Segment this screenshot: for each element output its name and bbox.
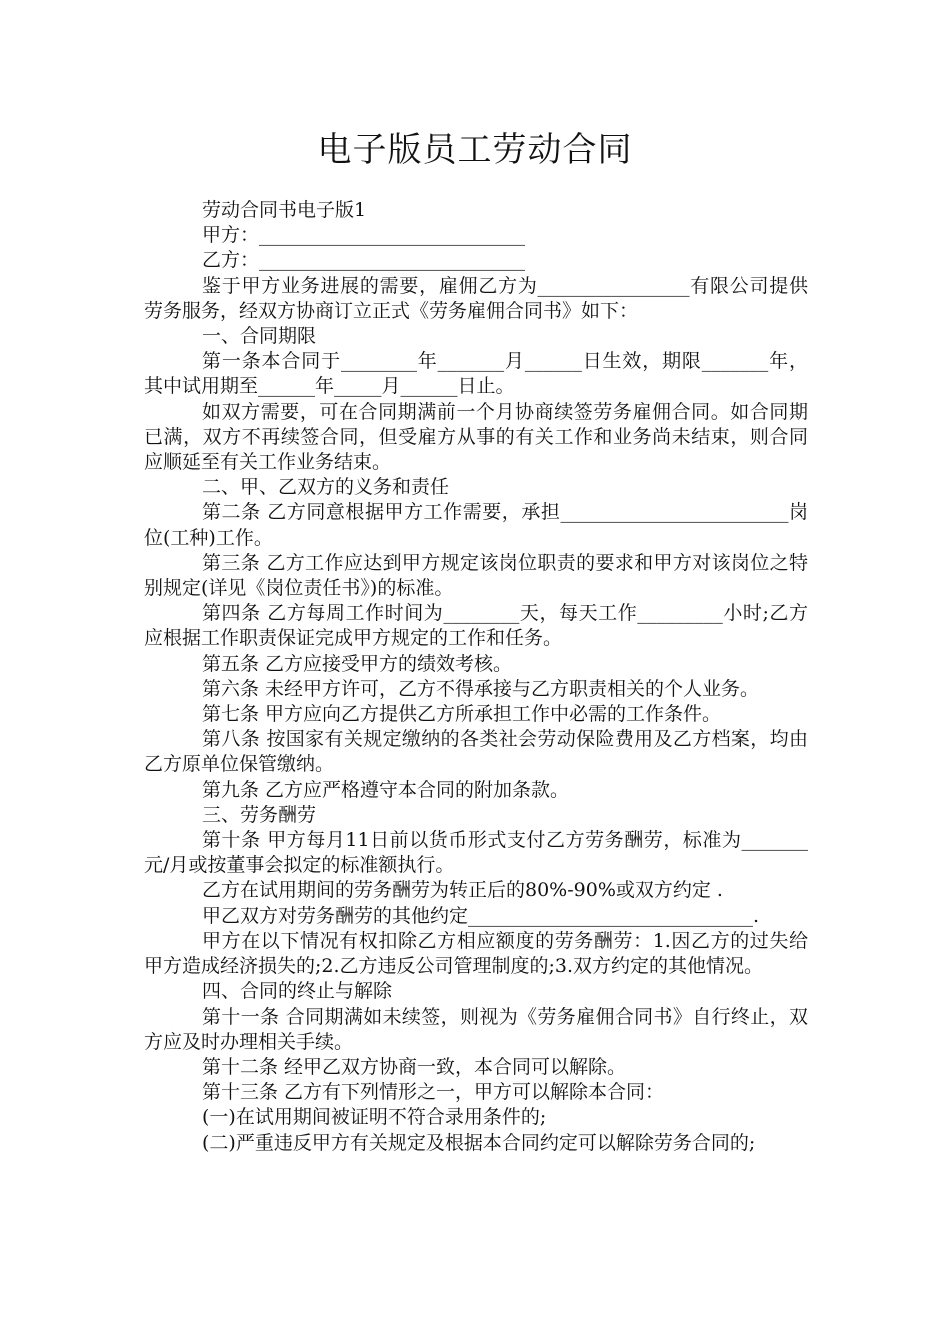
paragraph: 鉴于甲方业务进展的需要，雇佣乙方为________________有限公司提供劳务服务，经双方协商订立正式《劳务雇佣合同书》如下： bbox=[144, 274, 808, 322]
document-body bbox=[144, 198, 808, 1156]
paragraph: 第九条 乙方应严格遵守本合同的附加条款。 bbox=[202, 778, 570, 801]
paragraph: 第六条 未经甲方许可，乙方不得承接与乙方职责相关的个人业务。 bbox=[202, 677, 760, 700]
paragraph: 第三条 乙方工作应达到甲方规定该岗位职责的要求和甲方对该岗位之特别规定(详见《岗位责任书》)的标准。 bbox=[144, 551, 808, 600]
paragraph: 第四条 乙方每周工作时间为________天，每天工作_________小时;乙方应根据工作职责保证完成甲方规定的工作和任务。 bbox=[144, 602, 808, 650]
paragraph: 甲方在以下情况有权扣除乙方相应额度的劳务酬劳：1.因乙方的过失给甲方造成经济损失的;2.乙方违反公司管理制度的;3.双方约定的其他情况。 bbox=[144, 929, 808, 978]
paragraph: 乙方在试用期间的劳务酬劳为转正后的80%-90%或双方约定 . bbox=[202, 879, 723, 902]
document-title: 电子版员工劳动合同 bbox=[317, 130, 633, 170]
paragraph: 劳动合同书电子版1 bbox=[202, 199, 367, 221]
section-heading: 二、甲、乙双方的义务和责任 bbox=[202, 476, 450, 499]
paragraph: (二)严重违反甲方有关规定及根据本合同约定可以解除劳务合同的; bbox=[202, 1131, 756, 1154]
paragraph: 第七条 甲方应向乙方提供乙方所承担工作中必需的工作条件。 bbox=[202, 703, 722, 726]
paragraph: 第一条本合同于________年_______月______日生效，期限_______年，其中试用期至______年_____月______日止。 bbox=[144, 350, 808, 398]
paragraph: 第二条 乙方同意根据甲方工作需要，承担________________________岗位(工种)工作。 bbox=[144, 501, 808, 549]
paragraph: 第十三条 乙方有下列情形之一，甲方可以解除本合同： bbox=[202, 1081, 665, 1104]
paragraph: 第十二条 经甲乙双方协商一致，本合同可以解除。 bbox=[202, 1055, 627, 1078]
paragraph: 乙方：____________________________ bbox=[202, 249, 526, 272]
section-heading: 一、合同期限 bbox=[202, 325, 317, 348]
paragraph: (一)在试用期间被证明不符合录用条件的; bbox=[202, 1106, 547, 1129]
paragraph: 甲乙双方对劳务酬劳的其他约定______________________________. bbox=[202, 904, 760, 927]
paragraph: 第八条 按国家有关规定缴纳的各类社会劳动保险费用及乙方档案，均由乙方原单位保管缴纳。 bbox=[144, 728, 808, 776]
paragraph: 第十一条 合同期满如未续签，则视为《劳务雇佣合同书》自行终止，双方应及时办理相关手续。 bbox=[144, 1005, 808, 1053]
paragraph: 如双方需要，可在合同期满前一个月协商续签劳务雇佣合同。如合同期已满，双方不再续签合同，但受雇方从事的有关工作和业务尚未结束，则合同应顺延至有关工作业务结束。 bbox=[144, 400, 808, 474]
paragraph: 第五条 乙方应接受甲方的绩效考核。 bbox=[202, 652, 513, 675]
section-heading: 三、劳务酬劳 bbox=[202, 803, 317, 826]
section-heading: 四、合同的终止与解除 bbox=[202, 980, 393, 1003]
paragraph: 甲方：____________________________ bbox=[202, 224, 526, 247]
paragraph: 第十条 甲方每月11日前以货币形式支付乙方劳务酬劳，标准为_______元/月或按董事会拟定的标准额执行。 bbox=[144, 829, 808, 877]
